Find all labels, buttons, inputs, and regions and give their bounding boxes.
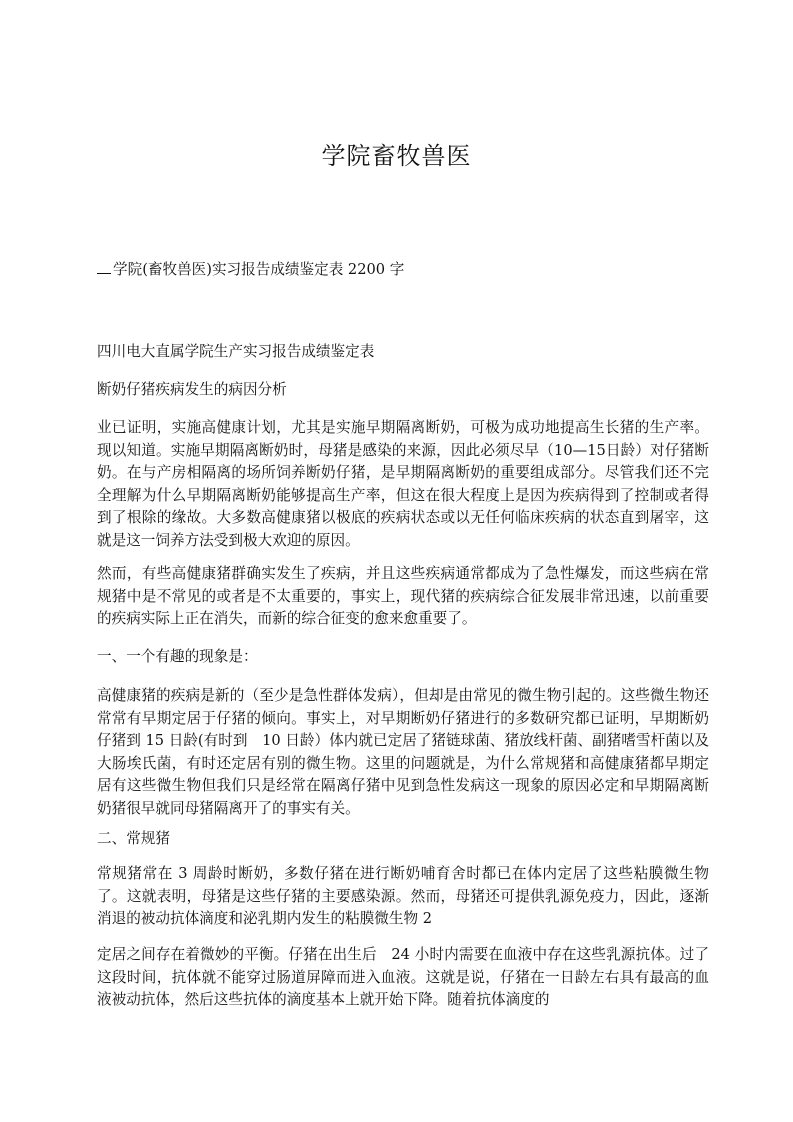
blank-underline: [97, 273, 111, 274]
paragraph-conventional: 常规猪常在 3 周龄时断奶，多数仔猪在进行断奶哺育舍时都已在体内定居了这些粘膜微生物了。这就表明，母猪是这些仔猪的主要感染源。然而，母猪还可提供乳源免疫力，因此，逐渐消退的被动抗体滴度和泌乳期内发生的粘膜微生物 2: [97, 865, 709, 927]
section-heading-2: 二、常规猪: [97, 830, 170, 847]
report-subtitle: 学院(畜牧兽医)实习报告成绩鉴定表 2200 字: [113, 261, 405, 278]
paragraph-however: 然而，有些高健康猪群确实发生了疾病，并且这些疾病通常都成为了急性爆发，而这些病在常规猪中是不常见的或者是不太重要的，事实上，现代猪的疾病综合征发展非常迅速，以前重要的疾病实际上正在消失，而新的综合征变的愈来愈重要了。: [97, 565, 709, 627]
section-heading-1: 一、一个有趣的现象是：: [97, 648, 258, 665]
paragraph-phenomenon: 高健康猪的疾病是新的（至少是急性群体发病），但却是由常见的微生物引起的。这些微生物还常常有早期定居于仔猪的倾向。事实上，对早期断奶仔猪进行的多数研究都已证明，早期断奶仔猪到 15 日龄(有时到 10 日龄）体内就已定居了猪链球菌、猪放线杆菌、副猪嗜雪杆菌以及大肠埃氏菌，有时还定居有别的微生物。这里的问题就是，为什么常规猪和高健康猪都早期定居有这些微生物但我们只是经常在隔离仔猪中见到急性发病这一现象的原因必定和早期隔离断奶猪很早就同母猪隔离开了的事实有关。: [97, 687, 709, 817]
document-title: 学院畜牧兽医: [321, 142, 472, 170]
subtitle-line: [97, 259, 709, 281]
paragraph-intro: 业已证明，实施高健康计划，尤其是实施早期隔离断奶，可极为成功地提高生长猪的生产率。现以知道。实施早期隔离断奶时，母猪是感染的来源，因此必须尽早（10—15日龄）对仔猪断奶。在与产房相隔离的场所饲养断奶仔猪，是早期隔离断奶的重要组成部分。尽管我们还不完全理解为什么早期隔离断奶能够提高生产率，但这在很大程度上是因为疾病得到了控制或者得到了根除的缘故。大多数高健康猪以极底的疾病状态或以无任何临床疾病的状态直到屠宰，这就是这一饲养方法受到极大欢迎的原因。: [97, 419, 709, 549]
form-title: 四川电大直属学院生产实习报告成绩鉴定表: [97, 343, 375, 360]
paragraph-continued: 定居之间存在着微妙的平衡。仔猪在出生后 24 小时内需要在血液中存在这些乳源抗体。过了这段时间，抗体就不能穿过肠道屏障而进入血液。这就是说，仔猪在一日龄左右具有最高的血液被动抗体，然后这些抗体的滴度基本上就开始下降。随着抗体滴度的: [97, 946, 709, 1008]
essay-title: 断奶仔猪疾病发生的病因分析: [97, 381, 287, 398]
